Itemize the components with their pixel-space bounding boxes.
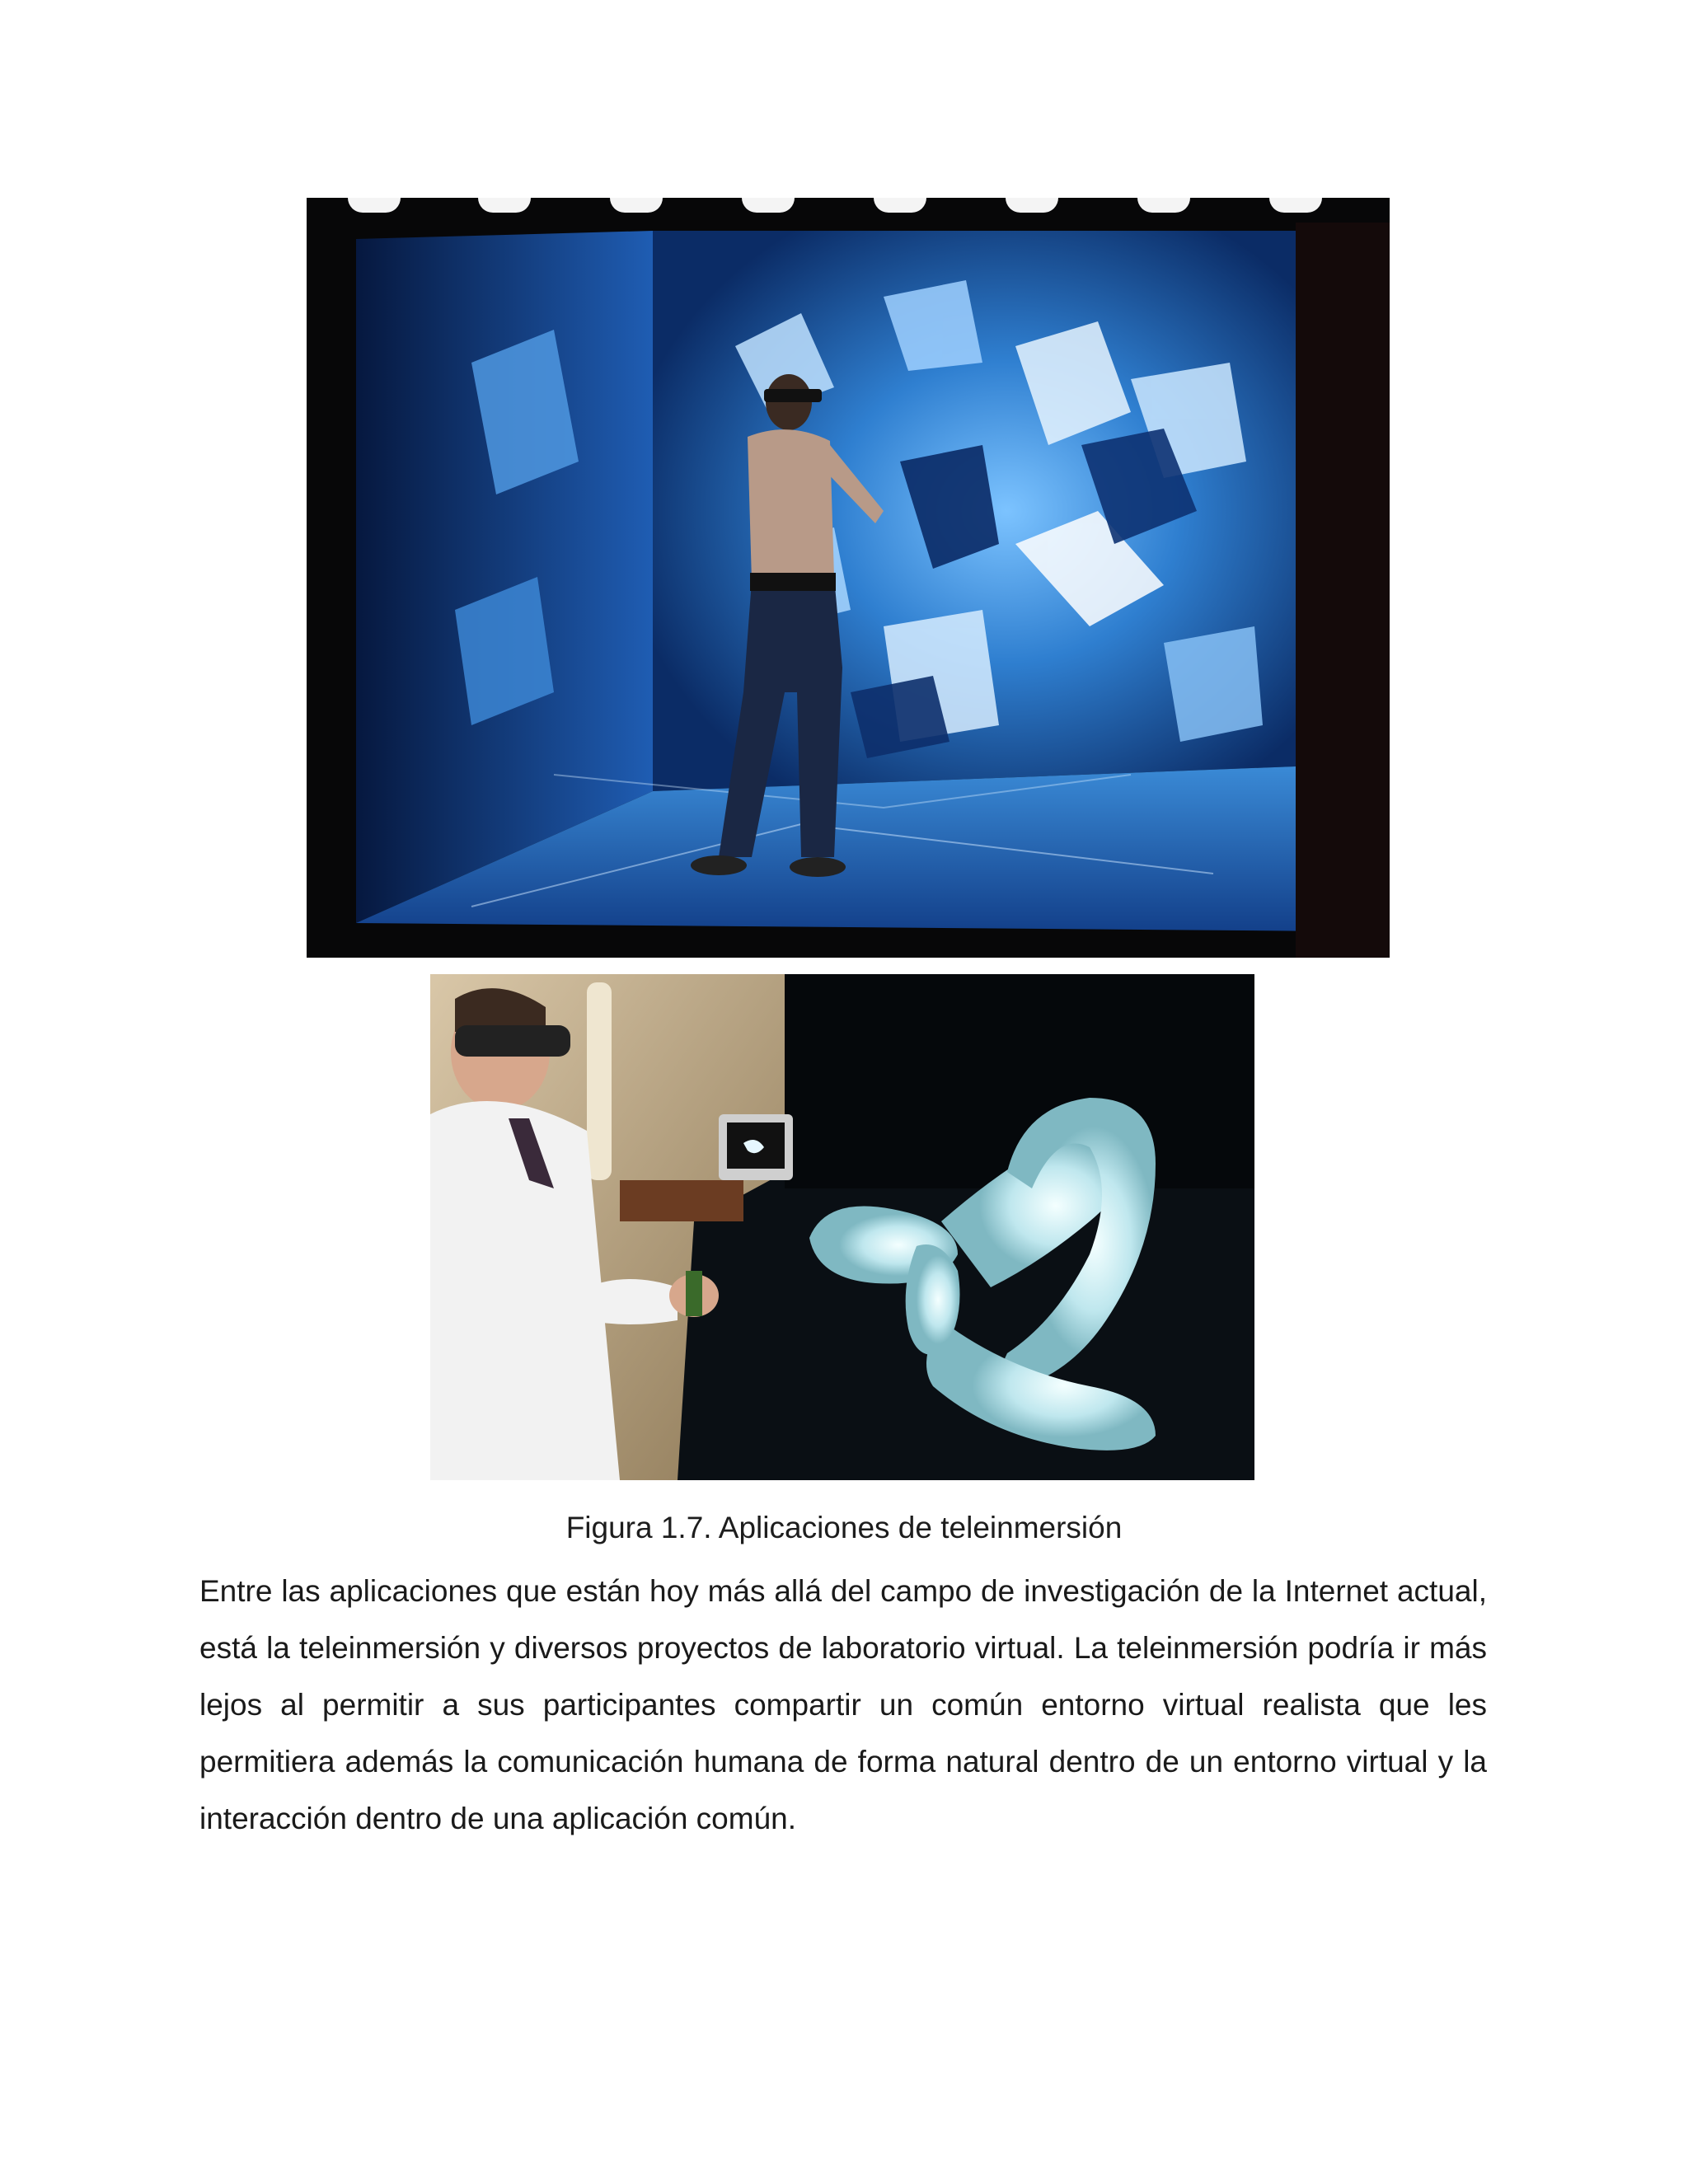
inner-ear-illustration: [430, 974, 1254, 1480]
figure-caption: Figura 1.7. Aplicaciones de teleinmersión: [565, 1511, 1123, 1544]
cave-illustration: [307, 198, 1390, 958]
cave-photo: [307, 198, 1390, 958]
inner-ear-photo: [430, 974, 1254, 1480]
body-paragraph: Entre las aplicaciones que están hoy más allá del campo de investigación de la Internet actual, está la teleinmersión y diversos proyectos de laboratorio virtual. La teleinmersión podría ir más lejos al permitir a sus participantes compartir un común entorno virtual realista que les permitiera además la comunicación humana de forma natural dentro de un entorno virtual y la interacción dentro de una aplicación común.: [199, 1574, 1487, 1835]
